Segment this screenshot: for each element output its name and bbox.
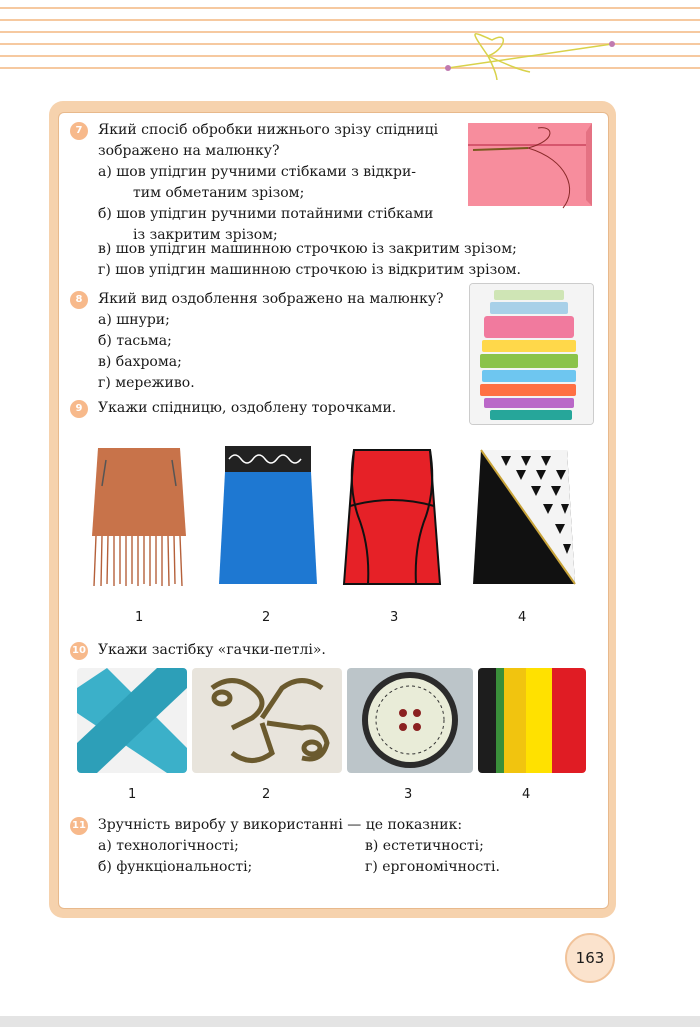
bottom-scrollbar bbox=[0, 1016, 700, 1027]
skirt-3-red-image bbox=[340, 446, 444, 588]
question-7-option-v: в) шов упідгин машинною строчкою із закритим зрізом; bbox=[98, 241, 517, 257]
question-11-option-b: б) функціональності; bbox=[98, 859, 253, 875]
ribbon-rolls-image bbox=[469, 283, 594, 425]
skirt-4-geometric-image bbox=[471, 446, 577, 588]
fastener-4-label: 4 bbox=[522, 787, 531, 802]
question-11-option-g: г) ергономічності. bbox=[365, 859, 500, 875]
velcro-image bbox=[77, 668, 187, 773]
skirt-3-label: 3 bbox=[390, 610, 399, 625]
question-11-option-v: в) естетичності; bbox=[365, 838, 484, 854]
question-9-text: Укажи спідницю, оздоблену торочками. bbox=[98, 400, 397, 416]
question-7-option-a-cont: тим обметаним зрізом; bbox=[133, 185, 305, 201]
skirt-2-blue-image bbox=[217, 446, 319, 588]
question-8-badge: 8 bbox=[70, 291, 88, 309]
question-10-badge: 10 bbox=[70, 642, 88, 660]
question-8-option-v: в) бахрома; bbox=[98, 354, 182, 370]
hook-and-eye-image bbox=[192, 668, 342, 773]
question-11-option-a: а) технологічності; bbox=[98, 838, 239, 854]
question-7-text-line2: зображено на малюнку? bbox=[98, 143, 280, 159]
question-9-badge: 9 bbox=[70, 400, 88, 418]
hem-stitch-image bbox=[468, 120, 592, 215]
fastener-1-label: 1 bbox=[128, 787, 137, 802]
skirt-2-label: 2 bbox=[262, 610, 271, 625]
fastener-3-label: 3 bbox=[404, 787, 413, 802]
skirt-1-label: 1 bbox=[135, 610, 144, 625]
question-8-option-b: б) тасьма; bbox=[98, 333, 172, 349]
question-7-text-line1: Який спосіб обробки нижнього зрізу спідниці bbox=[98, 122, 439, 138]
question-11-text: Зручність виробу у використанні — це показник: bbox=[98, 817, 463, 833]
question-7-option-g: г) шов упідгин машинною строчкою із відкритим зрізом. bbox=[98, 262, 521, 278]
question-8-option-g: г) мереживо. bbox=[98, 375, 195, 391]
question-7-badge: 7 bbox=[70, 122, 88, 140]
question-7-option-a: а) шов упідгин ручними стібками з відкри- bbox=[98, 164, 417, 180]
skirt-4-label: 4 bbox=[518, 610, 527, 625]
question-8-text: Який вид оздоблення зображено на малюнку? bbox=[98, 291, 444, 307]
question-7-option-b-cont: із закритим зрізом; bbox=[133, 227, 278, 243]
question-10-text: Укажи застібку «гачки-петлі». bbox=[98, 642, 326, 658]
skirt-1-fringe-image bbox=[88, 446, 190, 588]
header-decorative-lines bbox=[0, 0, 700, 80]
zipper-image bbox=[478, 668, 586, 773]
question-11-badge: 11 bbox=[70, 817, 88, 835]
question-8-option-a: а) шнури; bbox=[98, 312, 170, 328]
button-image bbox=[347, 668, 473, 773]
question-7-option-b: б) шов упідгин ручними потайними стібками bbox=[98, 206, 434, 222]
page-number: 163 bbox=[565, 933, 615, 983]
fastener-2-label: 2 bbox=[262, 787, 271, 802]
